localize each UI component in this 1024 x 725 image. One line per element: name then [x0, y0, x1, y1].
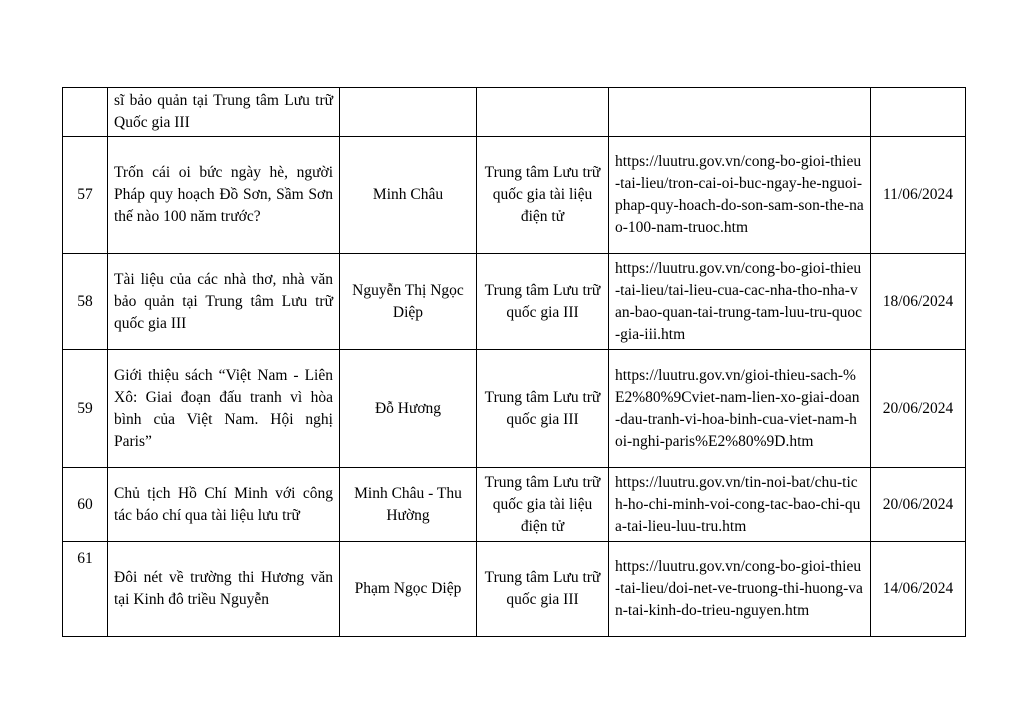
table-row: [63, 137, 966, 254]
archive-unit: Trung tâm Lưu trữ quốc gia III: [477, 542, 609, 637]
author-name: Minh Châu: [340, 137, 477, 254]
row-number: 58: [63, 254, 108, 350]
publish-date: 11/06/2024: [871, 137, 966, 254]
document-title: Giới thiệu sách “Việt Nam - Liên Xô: Giai đoạn đấu tranh vì hòa bình của Việt Nam. Hội nghị Paris”: [108, 350, 340, 468]
publish-date: 20/06/2024: [871, 468, 966, 542]
table-row: [63, 542, 966, 637]
archive-unit: Trung tâm Lưu trữ quốc gia III: [477, 350, 609, 468]
document-title: sĩ bảo quản tại Trung tâm Lưu trữ Quốc gia III: [108, 88, 340, 137]
table-row: [63, 468, 966, 542]
source-link[interactable]: https://luutru.gov.vn/cong-bo-gioi-thieu-tai-lieu/tai-lieu-cua-cac-nha-tho-nha-van-bao-quan-tai-trung-tam-luu-tru-quoc-gia-iii.htm: [609, 254, 871, 350]
row-number: 57: [63, 137, 108, 254]
document-table: [62, 87, 966, 637]
source-link[interactable]: https://luutru.gov.vn/tin-noi-bat/chu-tich-ho-chi-minh-voi-cong-tac-bao-chi-qua-tai-lieu-luu-tru.htm: [609, 468, 871, 542]
table-row: [63, 88, 966, 137]
author-name: Đỗ Hương: [340, 350, 477, 468]
document-title: Chủ tịch Hồ Chí Minh với công tác báo chí qua tài liệu lưu trữ: [108, 468, 340, 542]
archive-unit: Trung tâm Lưu trữ quốc gia III: [477, 254, 609, 350]
archive-unit: Trung tâm Lưu trữ quốc gia tài liệu điện tử: [477, 468, 609, 542]
archive-unit: [477, 88, 609, 137]
author-name: Nguyễn Thị Ngọc Diệp: [340, 254, 477, 350]
row-number: [63, 88, 108, 137]
document-title: Tài liệu của các nhà thơ, nhà văn bảo quản tại Trung tâm Lưu trữ quốc gia III: [108, 254, 340, 350]
archive-unit: Trung tâm Lưu trữ quốc gia tài liệu điện tử: [477, 137, 609, 254]
row-number: 59: [63, 350, 108, 468]
source-link[interactable]: https://luutru.gov.vn/cong-bo-gioi-thieu-tai-lieu/doi-net-ve-truong-thi-huong-van-tai-kinh-do-trieu-nguyen.htm: [609, 542, 871, 637]
publish-date: 14/06/2024: [871, 542, 966, 637]
table-row: [63, 350, 966, 468]
document-title: Trốn cái oi bức ngày hè, người Pháp quy hoạch Đồ Sơn, Sầm Sơn thế nào 100 năm trước?: [108, 137, 340, 254]
source-link[interactable]: https://luutru.gov.vn/cong-bo-gioi-thieu-tai-lieu/tron-cai-oi-buc-ngay-he-nguoi-phap-quy-hoach-do-son-sam-son-the-nao-100-nam-truoc.htm: [609, 137, 871, 254]
source-link[interactable]: https://luutru.gov.vn/gioi-thieu-sach-%E2%80%9Cviet-nam-lien-xo-giai-doan-dau-tranh-vi-hoa-binh-cua-viet-nam-hoi-nghi-paris%E2%80%9D.htm: [609, 350, 871, 468]
author-name: Phạm Ngọc Diệp: [340, 542, 477, 637]
publish-date: [871, 88, 966, 137]
row-number: 60: [63, 468, 108, 542]
document-title: Đôi nét về trường thi Hương văn tại Kinh đô triều Nguyễn: [108, 542, 340, 637]
row-number: 61: [63, 542, 108, 637]
author-name: [340, 88, 477, 137]
table-row: [63, 254, 966, 350]
author-name: Minh Châu - Thu Hường: [340, 468, 477, 542]
publish-date: 18/06/2024: [871, 254, 966, 350]
source-link: [609, 88, 871, 137]
publish-date: 20/06/2024: [871, 350, 966, 468]
